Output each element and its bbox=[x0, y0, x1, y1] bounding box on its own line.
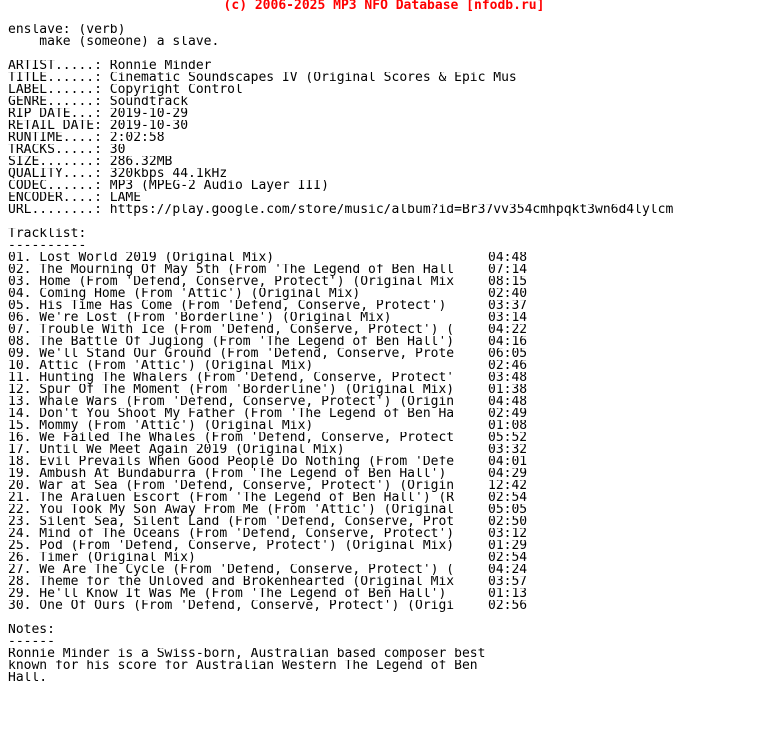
track-duration: 01:38 bbox=[488, 384, 528, 396]
track-row bbox=[8, 372, 760, 384]
info-artist bbox=[8, 60, 760, 72]
track-duration: 01:13 bbox=[488, 588, 528, 600]
track-row bbox=[8, 348, 760, 360]
track-duration: 05:05 bbox=[488, 504, 528, 516]
track-row bbox=[8, 576, 760, 588]
info-retail-date bbox=[8, 120, 760, 132]
track-duration: 05:52 bbox=[488, 432, 528, 444]
track-row bbox=[8, 444, 760, 456]
info-value: 2019-10-30 bbox=[109, 120, 189, 132]
track-duration: 04:24 bbox=[488, 564, 528, 576]
info-label: QUALITY....: bbox=[8, 168, 102, 180]
track-title: 21. The Araluen Escort (From 'The Legend of Ben Hall') (R bbox=[8, 492, 455, 504]
track-title: 11. Hunting The Whalers (From 'Defend, Conserve, Protect' bbox=[8, 372, 455, 384]
track-row bbox=[8, 468, 760, 480]
notes-line: Hall. bbox=[8, 672, 48, 684]
track-row bbox=[8, 336, 760, 348]
track-duration: 08:15 bbox=[488, 276, 528, 288]
info-encoder bbox=[8, 192, 760, 204]
track-list bbox=[8, 252, 760, 612]
track-title: 16. We Failed The Whales (From 'Defend, Conserve, Protect bbox=[8, 432, 455, 444]
info-value: Copyright Control bbox=[109, 84, 243, 96]
info-value: 286.32MB bbox=[109, 156, 173, 168]
spacer bbox=[8, 12, 760, 24]
track-title: 09. We'll Stand Our Ground (From 'Defend, Conserve, Prote bbox=[8, 348, 455, 360]
notes-line: Ronnie Minder is a Swiss-born, Australian based composer best bbox=[8, 648, 486, 660]
info-quality bbox=[8, 168, 760, 180]
track-title: 10. Attic (From 'Attic') (Original Mix) bbox=[8, 360, 314, 372]
spacer bbox=[8, 216, 760, 228]
track-duration: 02:54 bbox=[488, 492, 528, 504]
track-title: 24. Mind of The Oceans (From 'Defend, Conserve, Protect') bbox=[8, 528, 455, 540]
track-row bbox=[8, 432, 760, 444]
track-row bbox=[8, 312, 760, 324]
track-duration: 02:54 bbox=[488, 552, 528, 564]
track-title: 29. He'll Know It Was Me (From 'The Legend of Ben Hall') bbox=[8, 588, 447, 600]
info-label: RIP DATE...: bbox=[8, 108, 102, 120]
definition-meaning: make (someone) a slave. bbox=[8, 36, 220, 48]
track-row bbox=[8, 456, 760, 468]
info-value: LAME bbox=[109, 192, 142, 204]
track-title: 05. His Time Has Come (From 'Defend, Conserve, Protect') bbox=[8, 300, 447, 312]
info-value: 2:02:58 bbox=[109, 132, 165, 144]
info-value: Soundtrack bbox=[109, 96, 189, 108]
info-label: TRACKS.....: bbox=[8, 144, 102, 156]
track-title: 06. We're Lost (From 'Borderline') (Original Mix) bbox=[8, 312, 392, 324]
info-value: 2019-10-29 bbox=[109, 108, 189, 120]
track-duration: 02:56 bbox=[488, 600, 528, 612]
info-tracks bbox=[8, 144, 760, 156]
info-label: ENCODER....: bbox=[8, 192, 102, 204]
track-title: 27. We Are The Cycle (From 'Defend, Conserve, Protect') ( bbox=[8, 564, 455, 576]
track-row bbox=[8, 540, 760, 552]
info-value: https://play.google.com/store/music/album?id=Br37vv354cmhpqkt3wn6d4lylcm bbox=[109, 204, 674, 216]
track-row bbox=[8, 552, 760, 564]
track-row bbox=[8, 288, 760, 300]
track-duration: 02:40 bbox=[488, 288, 528, 300]
track-title: 26. Timer (Original Mix) bbox=[8, 552, 196, 564]
track-duration: 02:49 bbox=[488, 408, 528, 420]
info-label: ARTIST.....: bbox=[8, 60, 102, 72]
track-row bbox=[8, 504, 760, 516]
track-duration: 02:46 bbox=[488, 360, 528, 372]
track-title: 17. Until We Meet Again 2019 (Original Mix) bbox=[8, 444, 345, 456]
info-label: URL........: bbox=[8, 204, 102, 216]
track-title: 03. Home (From 'Defend, Conserve, Protect') (Original Mix bbox=[8, 276, 455, 288]
track-row bbox=[8, 492, 760, 504]
track-title: 25. Pod (From 'Defend, Conserve, Protect') (Original Mix) bbox=[8, 540, 455, 552]
info-label: TITLE......: bbox=[8, 72, 102, 84]
track-row bbox=[8, 300, 760, 312]
track-row bbox=[8, 564, 760, 576]
track-duration: 06:05 bbox=[488, 348, 528, 360]
info-value: Ronnie Minder bbox=[109, 60, 212, 72]
info-label: SIZE.......: bbox=[8, 156, 102, 168]
spacer bbox=[8, 48, 760, 60]
track-title: 14. Don't You Shoot My Father (From 'The Legend of Ben Ha bbox=[8, 408, 455, 420]
tracklist-underline: ---------- bbox=[8, 240, 87, 252]
site-header: (c) 2006-2025 MP3 NFO Database [nfodb.ru] bbox=[223, 0, 545, 12]
track-duration: 03:37 bbox=[488, 300, 528, 312]
track-duration: 03:57 bbox=[488, 576, 528, 588]
info-label: RUNTIME....: bbox=[8, 132, 102, 144]
track-duration: 03:48 bbox=[488, 372, 528, 384]
track-duration: 01:08 bbox=[488, 420, 528, 432]
nfo-document bbox=[8, 0, 760, 684]
info-rip-date bbox=[8, 108, 760, 120]
notes-line: known for his score for Australian Western The Legend of Ben bbox=[8, 660, 478, 672]
track-row bbox=[8, 360, 760, 372]
track-title: 12. Spur Of The Moment (From 'Borderline') (Original Mix) bbox=[8, 384, 455, 396]
track-duration: 07:14 bbox=[488, 264, 528, 276]
track-title: 13. Whale Wars (From 'Defend, Conserve, Protect') (Origin bbox=[8, 396, 455, 408]
track-row bbox=[8, 252, 760, 264]
info-title bbox=[8, 72, 760, 84]
track-title: 15. Mommy (From 'Attic') (Original Mix) bbox=[8, 420, 314, 432]
info-value: Cinematic Soundscapes IV (Original Scores & Epic Mus bbox=[109, 72, 517, 84]
track-row bbox=[8, 396, 760, 408]
track-title: 19. Ambush At Bundaburra (From 'The Legend of Ben Hall') bbox=[8, 468, 447, 480]
track-row bbox=[8, 588, 760, 600]
track-title: 22. You Took My Son Away From Me (From 'Attic') (Original bbox=[8, 504, 455, 516]
track-title: 02. The Mourning Of May 5th (From 'The Legend of Ben Hall bbox=[8, 264, 455, 276]
info-label-company bbox=[8, 84, 760, 96]
track-title: 04. Coming Home (From 'Attic') (Original Mix) bbox=[8, 288, 361, 300]
track-row bbox=[8, 264, 760, 276]
track-title: 01. Lost World 2019 (Original Mix) bbox=[8, 252, 275, 264]
track-row bbox=[8, 276, 760, 288]
tracklist-heading: Tracklist: bbox=[8, 228, 87, 240]
info-label: CODEC......: bbox=[8, 180, 102, 192]
track-duration: 04:48 bbox=[488, 252, 528, 264]
track-duration: 04:16 bbox=[488, 336, 528, 348]
track-duration: 03:12 bbox=[488, 528, 528, 540]
track-title: 07. Trouble With Ice (From 'Defend, Conserve, Protect') ( bbox=[8, 324, 455, 336]
track-duration: 04:22 bbox=[488, 324, 528, 336]
track-row bbox=[8, 528, 760, 540]
track-row bbox=[8, 480, 760, 492]
spacer bbox=[8, 612, 760, 624]
track-duration: 04:29 bbox=[488, 468, 528, 480]
info-value: 320kbps 44.1kHz bbox=[109, 168, 228, 180]
info-label: RETAIL DATE: bbox=[8, 120, 102, 132]
track-duration: 01:29 bbox=[488, 540, 528, 552]
release-info bbox=[8, 60, 760, 216]
track-row bbox=[8, 600, 760, 612]
track-title: 18. Evil Prevails When Good People Do Nothing (From 'Defe bbox=[8, 456, 455, 468]
info-runtime bbox=[8, 132, 760, 144]
track-duration: 04:48 bbox=[488, 396, 528, 408]
track-row bbox=[8, 516, 760, 528]
track-duration: 12:42 bbox=[488, 480, 528, 492]
track-row bbox=[8, 384, 760, 396]
track-duration: 03:32 bbox=[488, 444, 528, 456]
track-duration: 03:14 bbox=[488, 312, 528, 324]
track-duration: 04:01 bbox=[488, 456, 528, 468]
track-title: 28. Theme for the Unloved and Brokenhearted (Original Mix bbox=[8, 576, 455, 588]
definition-word: enslave: (verb) bbox=[8, 24, 126, 36]
info-codec bbox=[8, 180, 760, 192]
info-genre bbox=[8, 96, 760, 108]
info-label: LABEL......: bbox=[8, 84, 102, 96]
track-title: 20. War at Sea (From 'Defend, Conserve, Protect') (Origin bbox=[8, 480, 455, 492]
notes-heading: Notes: bbox=[8, 624, 55, 636]
info-url bbox=[8, 204, 760, 216]
info-size bbox=[8, 156, 760, 168]
track-duration: 02:50 bbox=[488, 516, 528, 528]
track-row bbox=[8, 420, 760, 432]
track-title: 08. The Battle Of Jugiong (From 'The Legend of Ben Hall') bbox=[8, 336, 455, 348]
track-title: 30. One Of Ours (From 'Defend, Conserve, Protect') (Origi bbox=[8, 600, 455, 612]
info-value: MP3 (MPEG-2 Audio Layer III) bbox=[109, 180, 329, 192]
info-label: GENRE......: bbox=[8, 96, 102, 108]
info-value: 30 bbox=[109, 144, 126, 156]
track-title: 23. Silent Sea, Silent Land (From 'Defend, Conserve, Prot bbox=[8, 516, 455, 528]
track-row bbox=[8, 324, 760, 336]
notes-underline: ------ bbox=[8, 636, 55, 648]
track-row bbox=[8, 408, 760, 420]
